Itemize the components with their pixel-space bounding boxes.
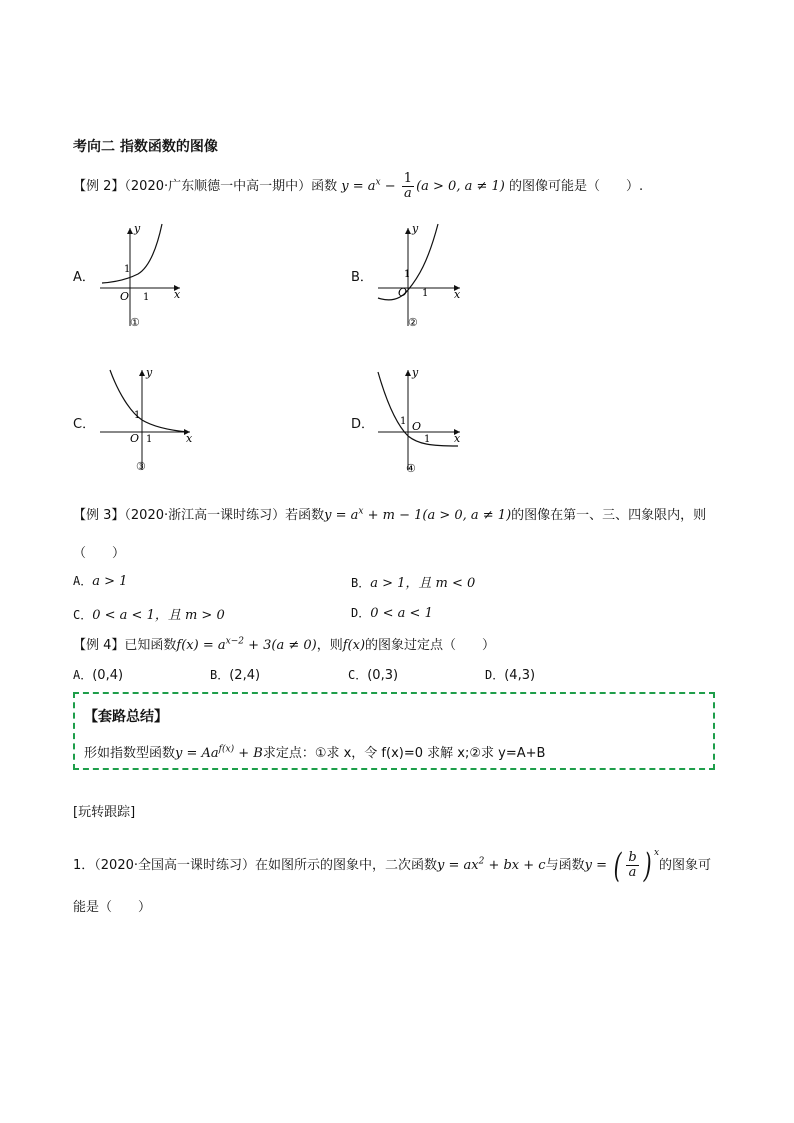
summary-title: 【套路总结】 (84, 709, 168, 725)
svg-text:y: y (146, 366, 153, 379)
svg-text:O: O (130, 432, 140, 445)
svg-text:1: 1 (134, 410, 141, 421)
graph-caption: ① (130, 316, 140, 329)
svg-text:y: y (412, 222, 419, 235)
svg-text:O: O (412, 420, 422, 433)
graph-option-b[interactable] (374, 222, 466, 332)
svg-text:1: 1 (400, 416, 407, 427)
example-2-label: 【例 2】 (73, 179, 125, 194)
option-a-label[interactable]: A． (73, 270, 95, 285)
option-d-label[interactable]: D． (351, 417, 375, 432)
y-axis-label: y (134, 222, 141, 235)
example-4-option-b[interactable]: B．(2,4) (210, 668, 261, 683)
example-3-option-a[interactable]: A．a > 1 (73, 574, 128, 589)
svg-text:1: 1 (424, 434, 431, 445)
svg-text:④: ④ (406, 462, 416, 475)
example-3-option-d[interactable]: D．0 < a < 1 (351, 606, 433, 621)
section-title: 考向二 指数函数的图像 (73, 139, 218, 155)
svg-text:③: ③ (136, 460, 146, 473)
example-3-option-b[interactable]: B．a > 1，且 m < 0 (351, 576, 476, 591)
y-one-label: 1 (124, 264, 131, 275)
graph-option-d[interactable] (374, 366, 466, 478)
option-c-label[interactable]: C． (73, 417, 96, 432)
example-4-option-c[interactable]: C．(0,3) (348, 668, 399, 683)
summary-text: 形如指数型函数$y = Aa^{f(x)} + B$求定点：①求 x，令 f(x)=0 求解 x;②求 y=A+B (84, 744, 546, 761)
origin-label: O (120, 290, 130, 303)
svg-text:x: x (186, 432, 193, 445)
practice-header: [玩转跟踪] (73, 805, 136, 820)
graph-option-c[interactable] (98, 366, 196, 476)
x-one-label: 1 (143, 292, 150, 303)
example-3-option-c[interactable]: C．0 < a < 1，且 m > 0 (73, 608, 225, 623)
example-2-function: $y = a^x$ − $\frac{1}{a}$ (a > 0, a ≠ 1) (341, 171, 505, 201)
example-4-option-d[interactable]: D．(4,3) (485, 668, 536, 683)
example-3-paren: （ ） (73, 546, 126, 561)
example-2-question (73, 172, 643, 201)
svg-text:x: x (454, 432, 461, 445)
svg-text:1: 1 (146, 434, 153, 445)
svg-text:x: x (454, 288, 461, 301)
svg-text:1: 1 (404, 269, 411, 280)
graph-option-a[interactable] (98, 222, 188, 332)
x-axis-label: x (174, 288, 181, 301)
svg-text:O: O (398, 286, 408, 299)
example-2-tail: 的图像可能是（ ）. (508, 179, 644, 194)
practice-question-1: 1．（2020·全国高一课时练习）在如图所示的图象中，二次函数$y = ax^2$ + bx + c与函数y = ( $\frac{b}{a}$ ) $^x$的图象可 (73, 845, 712, 886)
svg-text:1: 1 (422, 288, 429, 299)
example-4-question: 【例 4】已知函数$f(x) = a^{x-2} + 3(a \ne 0)$，则f(x)的图象过定点（ ） (73, 636, 496, 653)
example-2-source: （2020·广东顺德一中高一期中）函数 (124, 179, 338, 194)
practice-question-1-cont: 能是（ ） (73, 900, 152, 915)
svg-text:y: y (412, 366, 419, 379)
option-b-label[interactable]: B． (351, 270, 373, 285)
svg-text:②: ② (408, 316, 418, 329)
example-4-option-a[interactable]: A．(0,4) (73, 668, 124, 683)
example-3-question: 【例 3】（2020·浙江高一课时练习）若函数$y = a^x + m - 1(a > 0$, a ≠ 1)的图像在第一、三、四象限内，则 (73, 506, 707, 523)
